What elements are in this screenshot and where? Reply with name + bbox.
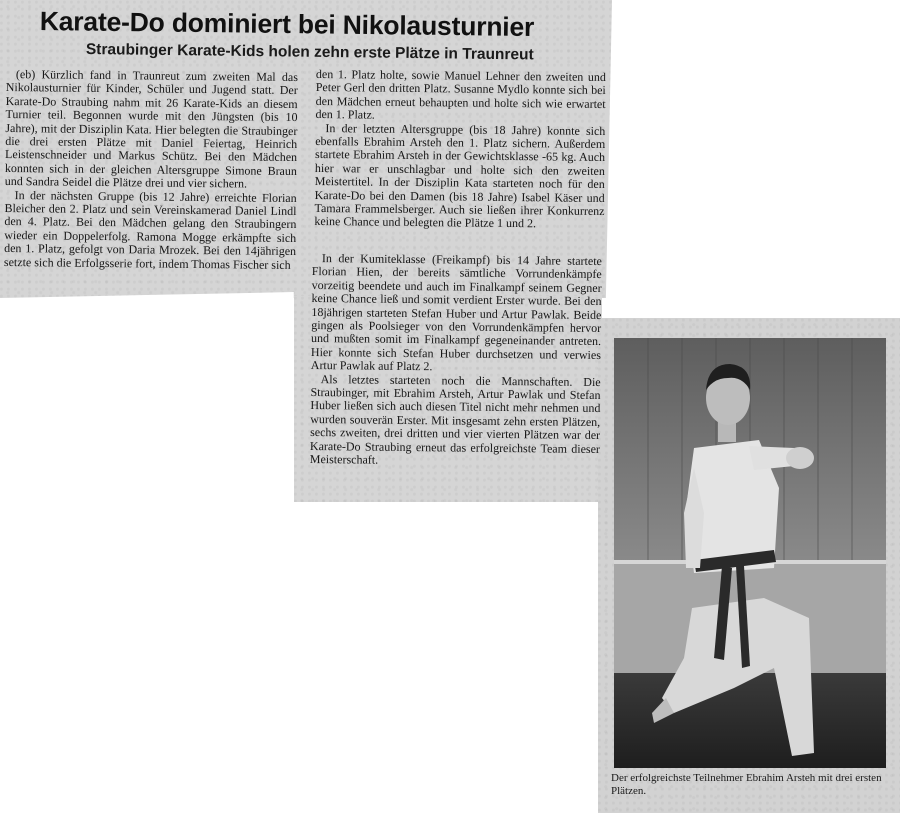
article-column-right-bottom	[310, 252, 602, 470]
karateka-photo	[614, 338, 886, 768]
article-subheadline: Straubinger Karate-Kids holen zehn erste Plätze in Traunreut	[85, 41, 534, 64]
article-column-right-top	[314, 68, 606, 232]
paragraph: In der Kumiteklasse (Freikampf) bis 14 Jahre startete Florian Hien, der bereits sämtliche Vorrundenkämpfe vorzeitig beendete und auch im Finalkampf seinem Gegner keine Chance ließ und somit verdient Erster wurde. Bei den 18jährigen starteten Stefan Huber und Artur Pawlak. Beide gingen als Poolsieger von den Vorrundenkämpfen hervor und mußten somit im Finalkampf gegeneinander antreten. Hier konnte sich Stefan Huber durchsetzen und verwies Artur Pawlak auf Platz 2.	[310, 251, 602, 374]
article-headline: Karate-Do dominiert bei Nikolausturnier	[39, 6, 535, 43]
paragraph: In der nächsten Gruppe (bis 12 Jahre) erreichte Florian Bleicher den 2. Platz und sein Vereinskamerad Daniel Lindl den 4. Platz. Bei den Mädchen gelang den Straubingern wieder ein Doppelerfolg. Ramona Mogge erkämpfte sich den 1. Platz, gefolgt von Daria Mrozek. Bei den 14jährigen setzte sich die Erfolgsserie fort, indem Thomas Fischer sich	[3, 187, 297, 272]
paragraph: den 1. Platz holte, sowie Manuel Lehner den zweiten und Peter Gerl den dritten Platz. Susanne Mydlo konnte sich bei den Mädchen erneut behaupten und holte sich wie erwartet den 1. Platz.	[315, 67, 606, 122]
paragraph: (eb) Kürzlich fand in Traunreut zum zweiten Mal das Nikolausturnier für Kinder, Schüler und Jugend statt. Der Karate-Do Straubing nahm mit 26 Karate-Kids an diesem Turnier teil. Begonnen wurde mit den Jüngsten (bis 10 Jahre), mit der Disziplin Kata. Hier belegten die Straubinger die drei ersten Plätze mit Daniel Feiertag, Heinrich Leistenschneider und Markus Schütz. Bei den Mädchen konnten sich in der gleichen Altersgruppe Simone Braun und Sandra Seidel die Plätze drei und vier sichern.	[4, 67, 298, 191]
paragraph: In der letzten Altersgruppe (bis 18 Jahre) konnte sich ebenfalls Ebrahim Arsteh den 1. Platz sichern. Außerdem startete Ebrahim Arsteh in der Gewichtsklasse -65 kg. Auch hier war er unschlagbar und holte sich den zweiten Meistertitel. In der Disziplin Kata starteten noch für den Karate-Do bei den Damen (bis 18 Jahre) Isabel Käser und Tamara Frammelsberger. Auch sie ließen ihrer Konkurrenz keine Chance und belegten die Plätze 1 und 2.	[314, 120, 606, 231]
photo-caption: Der erfolgreichste Teilnehmer Ebrahim Arsteh mit drei ersten Plätzen.	[611, 772, 882, 797]
paragraph: Als letztes starteten noch die Mannschaften. Die Straubinger, mit Ebrahim Arsteh, Artur Pawlak und Stefan Huber ließen sich auch diesen Titel nicht mehr nehmen und wurden souverän Erster. Mit insgesamt zehn ersten Plätzen, sechs zweiten, drei dritten und vier vierten Plätzen war der Karate-Do Straubing erneut das erfolgreichste Team dieser Meisterschaft.	[309, 371, 601, 467]
article-column-left	[4, 68, 298, 272]
